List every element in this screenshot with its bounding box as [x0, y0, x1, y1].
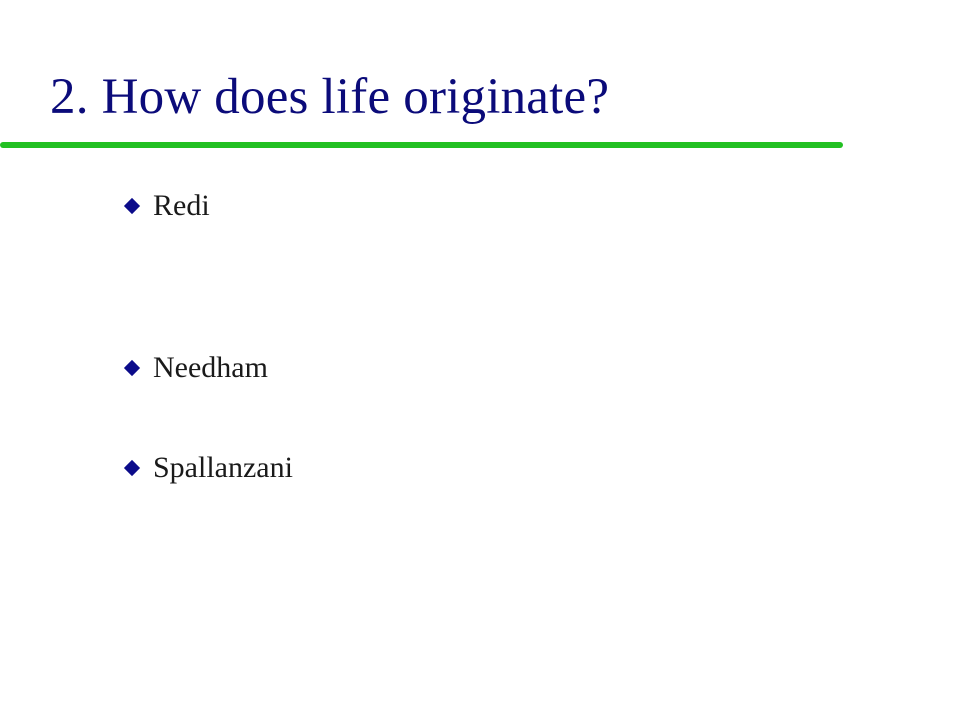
diamond-bullet-icon	[123, 197, 141, 215]
title-underline	[0, 142, 843, 148]
diamond-bullet-icon	[123, 459, 141, 477]
bullet-label: Spallanzani	[153, 451, 293, 484]
bullet-item-needham	[123, 353, 268, 383]
slide-title: 2. How does life originate?	[50, 69, 610, 125]
bullet-item-spallanzani	[123, 453, 293, 483]
bullet-item-redi	[123, 191, 210, 221]
bullet-label: Redi	[153, 189, 210, 222]
diamond-bullet-icon	[123, 359, 141, 377]
bullet-label: Needham	[153, 351, 268, 384]
